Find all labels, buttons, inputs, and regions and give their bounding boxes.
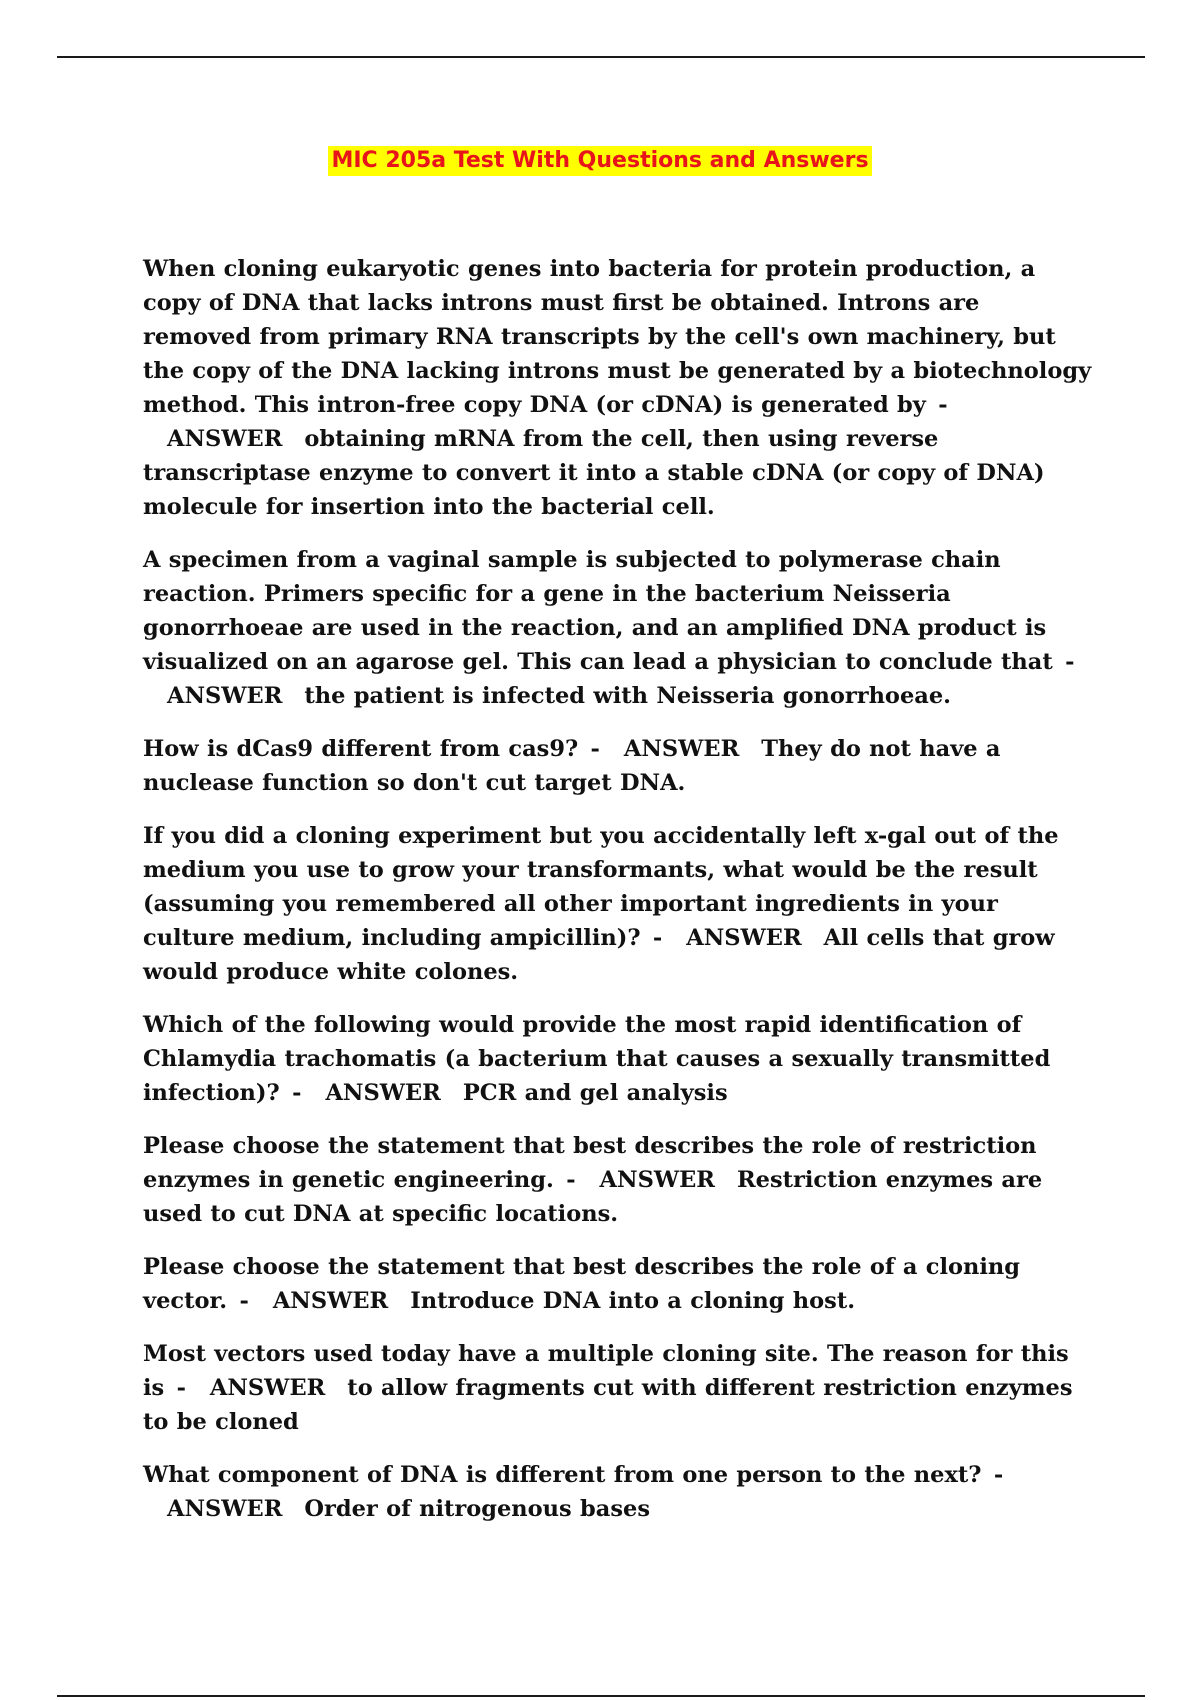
qa-item xyxy=(143,1458,1093,1526)
question-text: How is dCas9 different from cas9? xyxy=(143,736,579,762)
answer-separator: - xyxy=(176,1375,186,1401)
answer-text: the patient is infected with Neisseria gonorrhoeae. xyxy=(304,683,951,709)
answer-text: PCR and gel analysis xyxy=(462,1080,728,1106)
answer-separator: - xyxy=(652,925,663,951)
qa-item xyxy=(143,1250,1093,1318)
qa-item xyxy=(143,1129,1093,1231)
answer-label: ANSWER xyxy=(272,1288,389,1314)
qa-list xyxy=(143,252,1093,1545)
qa-item xyxy=(143,252,1093,524)
answer-label: ANSWER xyxy=(686,925,802,951)
answer-label: ANSWER xyxy=(599,1167,715,1193)
bottom-rule xyxy=(57,1695,1145,1697)
question-text: When cloning eukaryotic genes into bacteria for protein production, a copy of DNA that lacks introns must first be obtained. Introns are removed from primary RNA transcripts by the cell's own machinery, but the copy of the DNA lacking introns must be generated by a biotechnology method. This intron-free copy DNA (or cDNA) is generated by xyxy=(143,256,1092,418)
qa-item xyxy=(143,543,1093,713)
title-area xyxy=(0,146,1200,176)
answer-separator: - xyxy=(590,736,600,762)
answer-text: to allow fragments cut with different restriction enzymes to be cloned xyxy=(143,1375,1073,1435)
question-text: Which of the following would provide the most rapid identification of Chlamydia trachomatis (a bacterium that causes a sexually transmitted infection)? xyxy=(143,1012,1051,1106)
answer-text: Order of nitrogenous bases xyxy=(304,1496,650,1522)
qa-item xyxy=(143,819,1093,989)
qa-item xyxy=(143,732,1093,800)
question-text: Please choose the statement that best describes the role of restriction enzymes in genetic engineering. xyxy=(143,1133,1037,1193)
answer-label: ANSWER xyxy=(167,1496,283,1522)
answer-text: All cells that grow would produce white colones. xyxy=(143,925,1055,985)
question-text: Most vectors used today have a multiple cloning site. The reason for this is xyxy=(143,1341,1069,1401)
answer-separator: - xyxy=(993,1462,1004,1488)
answer-label: ANSWER xyxy=(209,1375,326,1401)
qa-item xyxy=(143,1337,1093,1439)
question-text: Please choose the statement that best describes the role of a cloning vector. xyxy=(143,1254,1021,1314)
question-text: A specimen from a vaginal sample is subjected to polymerase chain reaction. Primers specific for a gene in the bacterium Neisseria gonorrhoeae are used in the reaction, and an amplified DNA product is visualized on an agarose gel. This can lead a physician to conclude that xyxy=(143,547,1053,675)
answer-text: Restriction enzymes are used to cut DNA at specific locations. xyxy=(143,1167,1043,1227)
answer-separator: - xyxy=(1065,649,1075,675)
question-text: What component of DNA is different from one person to the next? xyxy=(143,1462,982,1488)
qa-item xyxy=(143,1008,1093,1110)
answer-text: Introduce DNA into a cloning host. xyxy=(410,1288,856,1314)
answer-text: They do not have a nuclease function so don't cut target DNA. xyxy=(143,736,1001,796)
answer-separator: - xyxy=(239,1288,249,1314)
answer-text: obtaining mRNA from the cell, then using reverse transcriptase enzyme to convert it into a stable cDNA (or copy of DNA) molecule for insertion into the bacterial cell. xyxy=(143,426,1045,520)
answer-separator: - xyxy=(292,1080,302,1106)
question-text: If you did a cloning experiment but you accidentally left x-gal out of the medium you use to grow your transformants, what would be the result (assuming you remembered all other important ingredients in your culture medium, including ampicillin)? xyxy=(143,823,1059,951)
answer-separator: - xyxy=(938,392,948,418)
answer-label: ANSWER xyxy=(167,426,283,452)
answer-label: ANSWER xyxy=(167,683,283,709)
answer-separator: - xyxy=(566,1167,576,1193)
answer-label: ANSWER xyxy=(623,736,740,762)
answer-label: ANSWER xyxy=(325,1080,441,1106)
document-title: MIC 205a Test With Questions and Answers xyxy=(328,146,871,176)
top-rule xyxy=(57,56,1145,58)
